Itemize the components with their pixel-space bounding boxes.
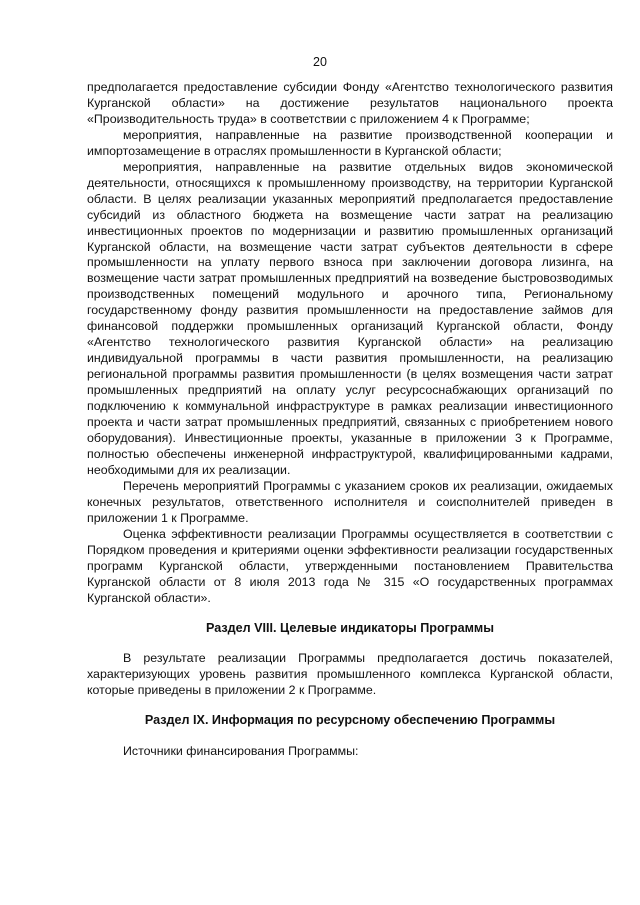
- paragraph-measures-list: Перечень мероприятий Программы с указанием сроков их реализации, ожидаемых конечных результатов, ответственного исполнителя и соисполнителей приведен в приложении 1 к Программе.: [87, 478, 613, 525]
- document-body: [87, 80, 613, 760]
- section-8-paragraph: В результате реализации Программы предполагается достичь показателей, характеризующих уровень развития промышленного комплекса Курганской области, которые приведены в приложении 2 к Программе.: [87, 651, 613, 698]
- page-number: 20: [313, 55, 327, 69]
- section-8-heading: Раздел VIII. Целевые индикаторы Программы: [205, 621, 495, 636]
- paragraph-economic-activities: мероприятия, направленные на развитие отдельных видов экономической деятельности, относящихся к промышленному производству, на территории Курганской области. В целях реализации указанных мероприятий предполагается предоставление субсидий из областного бюджета на возмещение части затрат на реализацию инвестиционных проектов по модернизации и развитию промышленных организаций Курганской области, на возмещение части затрат субъектов деятельности в сфере промышленности на уплату первого взноса при заключении договора лизинга, на возмещение части затрат промышленных предприятий на возведение быстровозводимых производственных помещений модульного и арочного типа, Региональному государственному фонду развития промышленности на предоставление займов для финансовой поддержки промышленных организаций Курганской области, Фонду «Агентство технологического развития Курганской области» на реализацию индивидуальной программы в части развития промышленности, на реализацию региональной программы развития промышленности (в целях возмещения части затрат промышленных предприятий на оплату услуг ресурсоснабжающих организаций по подключению к коммунальной инфраструктуре в рамках реализации инвестиционного проекта и части затрат промышленных предприятий, связанных с приобретением нового оборудования). Инвестиционные проекты, указанные в приложении 3 к Программе, полностью обеспечены инженерной инфраструктурой, квалифицированными кадрами, необходимыми для их реализации.: [87, 159, 613, 477]
- section-9-paragraph: Источники финансирования Программы:: [123, 744, 359, 759]
- section-9-heading: Раздел IX. Информация по ресурсному обеспечению Программы: [144, 713, 556, 728]
- paragraph-efficiency-evaluation: Оценка эффективности реализации Программы осуществляется в соответствии с Порядком проведения и критериями оценки эффективности реализации государственных программ Курганской области, утвержденными постановлением Правительства Курганской области от 8 июля 2013 года № 315 «О государственных программах Курганской области».: [87, 526, 613, 605]
- paragraph-subsidy-fund: предполагается предоставление субсидии Фонду «Агентство технологического развития Курганской области» на достижение результатов национального проекта «Производительность труда» в соответствии с приложением 4 к Программе;: [87, 80, 613, 126]
- paragraph-cooperation: мероприятия, направленные на развитие производственной кооперации и импортозамещение в отраслях промышленности в Курганской области;: [87, 127, 613, 158]
